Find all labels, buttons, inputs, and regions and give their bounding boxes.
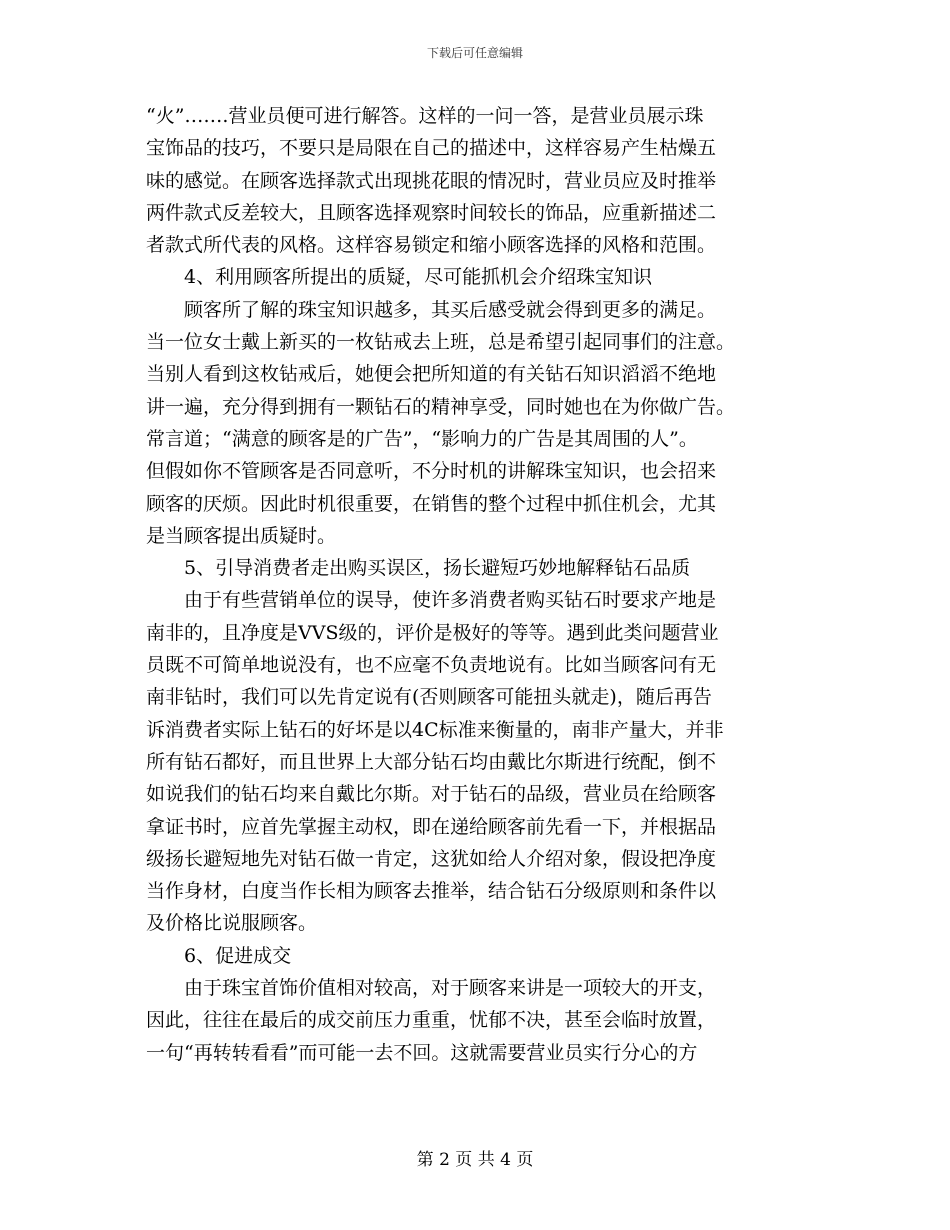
text-line: 南非钻时，我们可以先肯定说有(否则顾客可能扭头就走)，随后再告 — [146, 686, 712, 709]
text-line: 顾客的厌烦。因此时机很重要，在销售的整个过程中抓住机会，尤其 — [146, 492, 717, 515]
document-body — [146, 100, 806, 1069]
text-line: 顾客所了解的珠宝知识越多，其买后感受就会得到更多的满足。 — [184, 298, 717, 321]
text-line: 味的感觉。在顾客选择款式出现挑花眼的情况时，营业员应及时推举 — [146, 169, 717, 192]
text-line: 但假如你不管顾客是否同意听，不分时机的讲解珠宝知识，也会招来 — [146, 460, 717, 483]
text-line: 4、利用顾客所提出的质疑，尽可能抓机会介绍珠宝知识 — [184, 266, 653, 289]
text-line: 两件款式反差较大，且顾客选择观察时间较长的饰品，应重新描述二 — [146, 201, 717, 224]
text-line: 及价格比说服顾客。 — [146, 912, 318, 935]
page-number-footer: 第 2 页 共 4 页 — [416, 1150, 534, 1170]
text-line: 如说我们的钻石均来自戴比尔斯。对于钻石的品级，营业员在给顾客 — [146, 783, 717, 806]
text-line: 当作身材，白度当作长相为顾客去推举，结合钻石分级原则和条件以 — [146, 880, 717, 903]
text-line: 宝饰品的技巧，不要只是局限在自己的描述中，这样容易产生枯燥五 — [146, 137, 717, 160]
text-line: 当别人看到这枚钻戒后，她便会把所知道的有关钻石知识滔滔不绝地 — [146, 363, 717, 386]
text-line: 因此，往往在最后的成交前压力重重，忧郁不决，甚至会临时放置， — [146, 1009, 717, 1032]
text-line: 讲一遍，充分得到拥有一颗钻石的精神享受，同时她也在为你做广告。 — [146, 395, 736, 418]
text-line: 5、引导消费者走出购买误区，扬长避短巧妙地解释钻石品质 — [184, 557, 691, 580]
text-line: 由于珠宝首饰价值相对较高，对于顾客来讲是一项较大的开支， — [184, 977, 717, 1000]
text-line: 级扬长避短地先对钻石做一肯定，这犹如给人介绍对象，假设把净度 — [146, 847, 717, 870]
text-line: 当一位女士戴上新买的一枚钻戒去上班，总是希望引起同事们的注意。 — [146, 331, 736, 354]
text-line: 是当顾客提出质疑时。 — [146, 524, 337, 547]
text-line: 南非的，且净度是VVS级的，评价是极好的等等。遇到此类问题营业 — [146, 621, 719, 644]
text-line: 者款式所代表的风格。这样容易锁定和缩小顾客选择的风格和范围。 — [146, 234, 717, 257]
text-line: “火”…….营业员便可进行解答。这样的一问一答，是营业员展示珠 — [146, 105, 704, 127]
text-line: 员既不可简单地说没有，也不应毫不负责地说有。比如当顾客问有无 — [146, 654, 717, 677]
page-header: 下载后可任意编辑 — [426, 46, 523, 60]
text-line: 由于有些营销单位的误导，使许多消费者购买钻石时要求产地是 — [184, 589, 717, 612]
text-line: 6、促进成交 — [184, 944, 292, 967]
text-line: 常言道；“满意的顾客是的广告”，“影响力的广告是其周围的人”。 — [146, 427, 698, 450]
text-line: 诉消费者实际上钻石的好坏是以4C标准来衡量的，南非产量大，并非 — [146, 718, 724, 741]
text-line: 所有钻石都好，而且世界上大部分钻石均由戴比尔斯进行统配，倒不 — [146, 750, 717, 773]
text-line: 一句“再转转看看”而可能一去不回。这就需要营业员实行分心的方 — [146, 1041, 698, 1064]
text-line: 拿证书时，应首先掌握主动权，即在递给顾客前先看一下，并根据品 — [146, 815, 717, 838]
